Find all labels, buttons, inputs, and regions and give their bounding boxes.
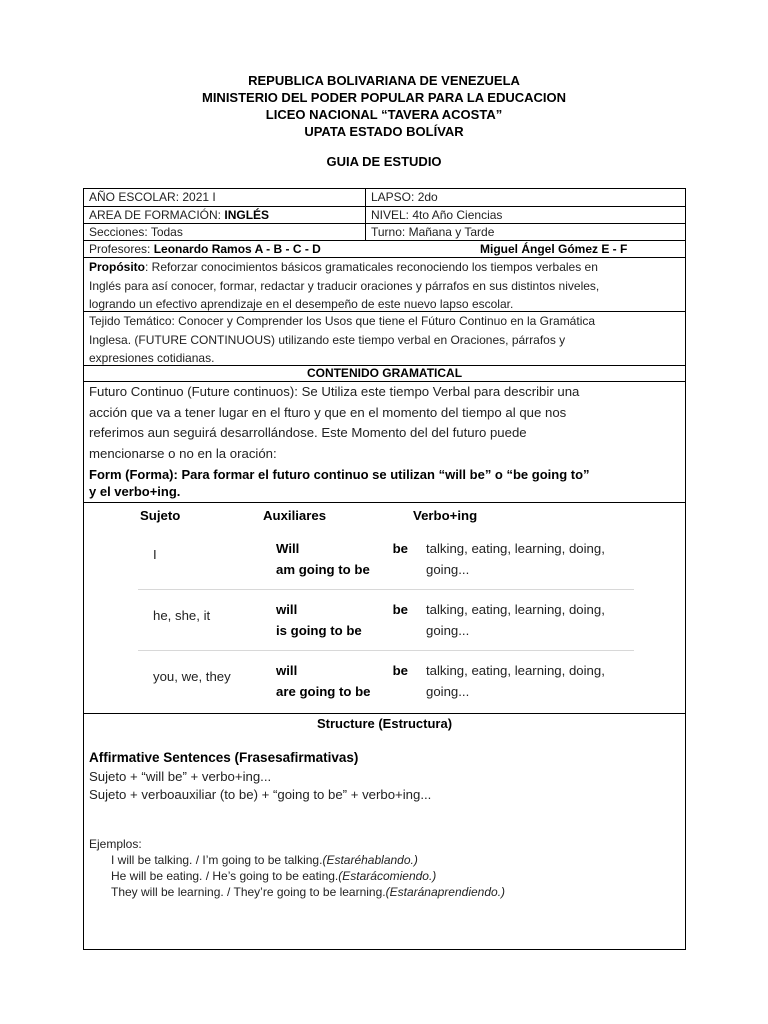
structure-box [83, 713, 686, 950]
area-value: INGLÉS [224, 208, 270, 222]
structure-title: Structure (Estructura) [316, 716, 453, 731]
table-row [138, 528, 634, 590]
example-1: I will be talking. / I’m going to be talking.(Estaréhablando.) [111, 853, 418, 867]
profesor-1: Leonardo Ramos A - B - C - D [153, 242, 321, 256]
contenido-title: CONTENIDO GRAMATICAL [306, 366, 463, 380]
info-row-1 [84, 189, 685, 206]
auxiliaries: Will be am going to be [276, 541, 408, 577]
proposito-row [84, 257, 685, 312]
info-row-3 [84, 223, 685, 241]
lapso: LAPSO: 2do [371, 190, 438, 204]
secciones: Secciones: Todas [89, 225, 183, 239]
header-line-1: REPUBLICA BOLIVARIANA DE VENEZUELA [248, 73, 520, 88]
info-table [83, 188, 686, 714]
profesores: Profesores: Leonardo Ramos A - B - C - D [89, 242, 321, 256]
header-line-4: UPATA ESTADO BOLÍVAR [304, 124, 464, 139]
info-row-2 [84, 206, 685, 224]
example-2: He will be eating. / He’s going to be eating.(Estarácomiendo.) [111, 869, 437, 883]
rule-1: Sujeto + “will be” + verbo+ing... [89, 769, 272, 784]
verb-ing: talking, eating, learning, doing, going... [426, 663, 605, 699]
futuro-row [84, 381, 685, 503]
table-row [138, 650, 634, 711]
rule-2: Sujeto + verboauxiliar (to be) + “going to be” + verbo+ing... [89, 787, 432, 802]
contenido-title-row [84, 365, 685, 382]
proposito-label: Propósito [89, 260, 145, 274]
table-row [138, 589, 634, 651]
form-text: Form (Forma): Para formar el futuro continuo se utilizan “will be” o “be going to” y el verbo+ing. [89, 467, 590, 499]
document-header [0, 72, 768, 140]
proposito-text: Propósito: Reforzar conocimientos básicos gramaticales reconociendo los tiempos verbales en Inglés para así conocer, formar, redactar y traducir oraciones y párrafos en sus distintos niveles, logrando un efectivo aprendizaje en el desempeño de este nuevo lapso escolar. [89, 260, 600, 311]
auxiliaries: will be is going to be [276, 602, 408, 638]
anio-escolar: AÑO ESCOLAR: 2021 I [89, 190, 216, 204]
profesor-2: Miguel Ángel Gómez E - F [480, 242, 628, 256]
subject: you, we, they [153, 669, 231, 684]
header-line-2: MINISTERIO DEL PODER POPULAR PARA LA EDUCACION [201, 90, 567, 105]
area-formacion: AREA DE FORMACIÓN: INGLÉS [89, 208, 270, 222]
tejido-text: Tejido Temático: Conocer y Comprender los Usos que tiene el Fúturo Continuo en la Gramática Inglesa. (FUTURE CONTINUOUS) utilizando este tiempo verbal en Oraciones, párrafos y expresiones cotidianas. [89, 314, 596, 365]
verb-ing: talking, eating, learning, doing, going... [426, 602, 605, 638]
header-verbo-ing: Verbo+ing [413, 508, 478, 523]
header-sujeto: Sujeto [140, 508, 181, 523]
verb-ing: talking, eating, learning, doing, going... [426, 541, 605, 577]
info-row-profesores [84, 240, 685, 258]
header-line-3: LICEO NACIONAL “TAVERA ACOSTA” [265, 107, 503, 122]
auxiliaries: will be are going to be [276, 663, 408, 699]
ejemplos-label: Ejemplos: [89, 837, 142, 851]
doc-title: GUIA DE ESTUDIO [326, 154, 442, 169]
subject: I [153, 547, 157, 562]
subject: he, she, it [153, 608, 211, 623]
affirmative-heading: Affirmative Sentences (Frasesafirmativas) [89, 750, 359, 765]
grammar-table-row [84, 502, 685, 715]
header-auxiliares: Auxiliares [263, 508, 327, 523]
tejido-row [84, 311, 685, 366]
example-3: They will be learning. / They’re going to be learning.(Estaránaprendiendo.) [111, 885, 506, 899]
futuro-text: Futuro Continuo (Future continuos): Se Utiliza este tiempo Verbal para describir una acción que va a tener lugar en el fturo y que en el momento del tiempo al que nos referimos aun seguirá desarrollándose. Este Momento del del futuro puede mencionarse o no en la oración: [89, 384, 580, 461]
turno: Turno: Mañana y Tarde [371, 225, 495, 239]
nivel: NIVEL: 4to Año Ciencias [371, 208, 503, 222]
